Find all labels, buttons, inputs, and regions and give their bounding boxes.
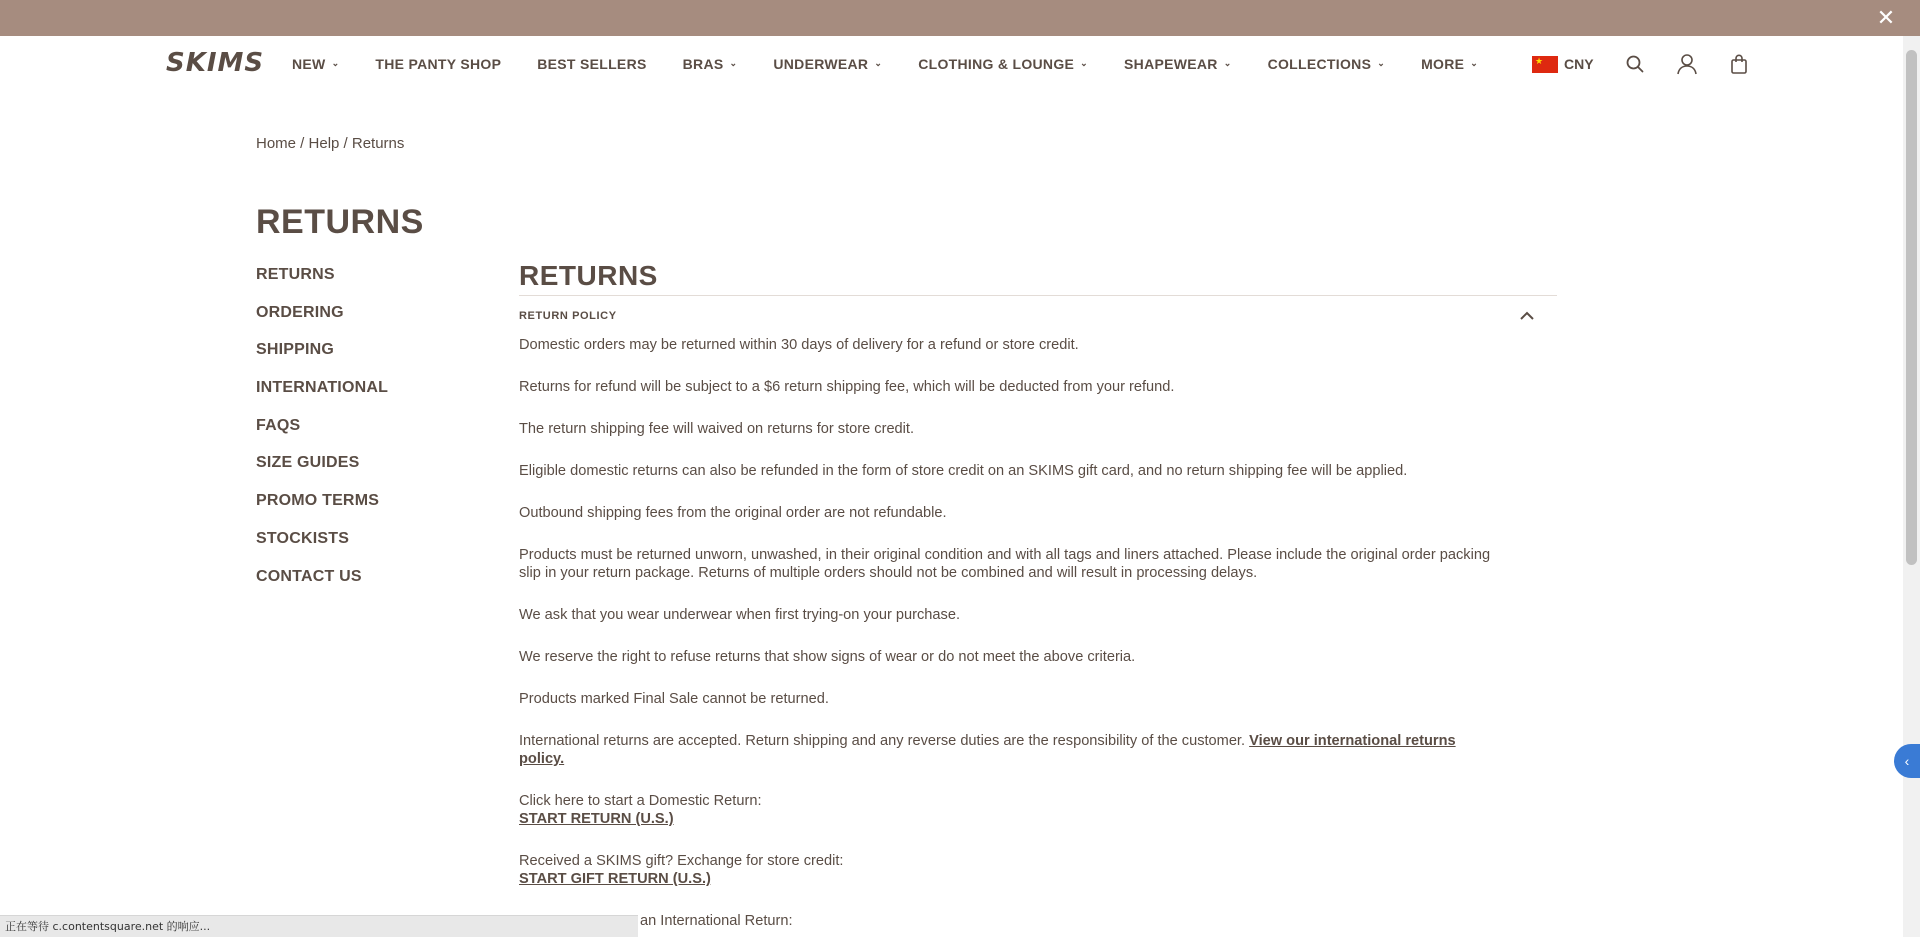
help-sidenav — [256, 266, 388, 605]
search-icon[interactable] — [1624, 53, 1646, 75]
policy-paragraph: We reserve the right to refuse returns that show signs of wear or do not meet the above criteria. — [519, 649, 1136, 665]
policy-paragraph: Products marked Final Sale cannot be returned. — [519, 691, 829, 707]
breadcrumb[interactable]: Home / Help / Returns — [256, 135, 405, 152]
nav-item-collections[interactable]: COLLECTIONS ⌄ — [1267, 56, 1386, 72]
chevron-down-icon: ⌄ — [729, 57, 738, 68]
international-returns-link[interactable]: View our international returns policy. — [519, 733, 1456, 767]
chevron-down-icon: ⌄ — [1377, 57, 1386, 68]
skims-logo[interactable]: SKIMS — [166, 48, 265, 78]
chevron-down-icon: ⌄ — [331, 57, 340, 68]
account-icon[interactable] — [1676, 53, 1698, 75]
nav-item-the-panty-shop[interactable]: THE PANTY SHOP — [375, 56, 502, 72]
gift-return-intro: Received a SKIMS gift? Exchange for store credit: — [519, 853, 844, 869]
nav-item-more[interactable]: MORE ⌄ — [1421, 56, 1479, 72]
nav-item-clothing-lounge[interactable]: CLOTHING & LOUNGE ⌄ — [918, 56, 1089, 72]
main-nav — [292, 36, 1514, 92]
policy-paragraph: Products must be returned unworn, unwashed, in their original condition and with all tags and liners attached. Please include the original order packing slip in your return package. Returns of multiple orders should not be combined and will result in processing delays. — [519, 547, 1491, 581]
return-policy-body — [519, 336, 1499, 930]
start-return-us-link[interactable]: START RETURN (U.S.) — [519, 811, 674, 827]
returns-content — [519, 260, 1557, 937]
bag-icon[interactable] — [1728, 53, 1750, 75]
sidenav-item-stockists[interactable]: STOCKISTS — [256, 529, 350, 547]
policy-paragraph: Outbound shipping fees from the original order are not refundable. — [519, 505, 947, 521]
nav-item-bras[interactable]: BRAS ⌄ — [682, 56, 738, 72]
feedback-side-tab[interactable]: ‹ — [1894, 744, 1920, 778]
policy-paragraph: Domestic orders may be returned within 30 days of delivery for a refund or store credit. — [519, 337, 1079, 353]
chevron-down-icon: ⌄ — [1470, 57, 1479, 68]
sidenav-item-promo-terms[interactable]: PROMO TERMS — [256, 492, 380, 510]
chevron-down-icon: ⌄ — [1080, 57, 1089, 68]
page-scrollbar[interactable] — [1903, 36, 1920, 937]
china-flag-icon[interactable] — [1532, 56, 1558, 73]
gift-return-block — [519, 852, 1499, 888]
currency-selector[interactable]: CNY — [1564, 56, 1594, 72]
sidenav-item-faqs[interactable]: FAQS — [256, 416, 301, 434]
chevron-down-icon: ⌄ — [1223, 57, 1232, 68]
announcement-bar — [0, 0, 1920, 36]
international-paragraph — [519, 732, 1499, 768]
domestic-return-block — [519, 792, 1499, 828]
international-return-block: an International Return: — [640, 913, 793, 929]
sidenav-item-shipping[interactable]: SHIPPING — [256, 341, 335, 359]
domestic-return-intro: Click here to start a Domestic Return: — [519, 793, 762, 809]
accordion-label: RETURN POLICY — [519, 310, 617, 322]
nav-item-new[interactable]: NEW ⌄ — [292, 56, 340, 72]
nav-item-underwear[interactable]: UNDERWEAR ⌄ — [773, 56, 883, 72]
policy-paragraph: Returns for refund will be subject to a $6 return shipping fee, which will be deducted from your refund. — [519, 379, 1175, 395]
return-policy-accordion[interactable] — [519, 296, 1557, 336]
site-header — [0, 36, 1903, 92]
sidenav-item-returns[interactable]: RETURNS — [256, 266, 335, 283]
section-title: RETURNS — [519, 260, 658, 291]
chevron-up-icon[interactable] — [1517, 306, 1537, 326]
policy-paragraph: We ask that you wear underwear when first trying-on your purchase. — [519, 607, 960, 623]
browser-status-bar: 正在等待 c.contentsquare.net 的响应... — [0, 915, 638, 937]
sidenav-item-ordering[interactable]: ORDERING — [256, 303, 344, 321]
sidenav-item-contact-us[interactable]: CONTACT US — [256, 567, 362, 585]
policy-paragraph: The return shipping fee will waived on returns for store credit. — [519, 421, 915, 437]
sidenav-item-size-guides[interactable]: SIZE GUIDES — [256, 454, 360, 472]
sidenav-item-international[interactable]: INTERNATIONAL — [256, 379, 389, 397]
nav-item-best-sellers[interactable]: BEST SELLERS — [537, 56, 647, 72]
close-banner-button[interactable]: ✕ — [1876, 5, 1896, 30]
scrollbar-thumb[interactable] — [1906, 50, 1917, 565]
policy-paragraph: Eligible domestic returns can also be refunded in the form of store credit on an SKIMS gift card, and no return shipping fee will be applied. — [519, 463, 1408, 479]
nav-item-shapewear[interactable]: SHAPEWEAR ⌄ — [1124, 56, 1232, 72]
page-title: RETURNS — [256, 203, 424, 241]
chevron-down-icon: ⌄ — [874, 57, 883, 68]
header-utilities — [1532, 36, 1780, 92]
international-text: International returns are accepted. Return shipping and any reverse duties are the responsibility of the customer. — [519, 733, 1250, 749]
start-gift-return-link[interactable]: START GIFT RETURN (U.S.) — [519, 871, 711, 887]
